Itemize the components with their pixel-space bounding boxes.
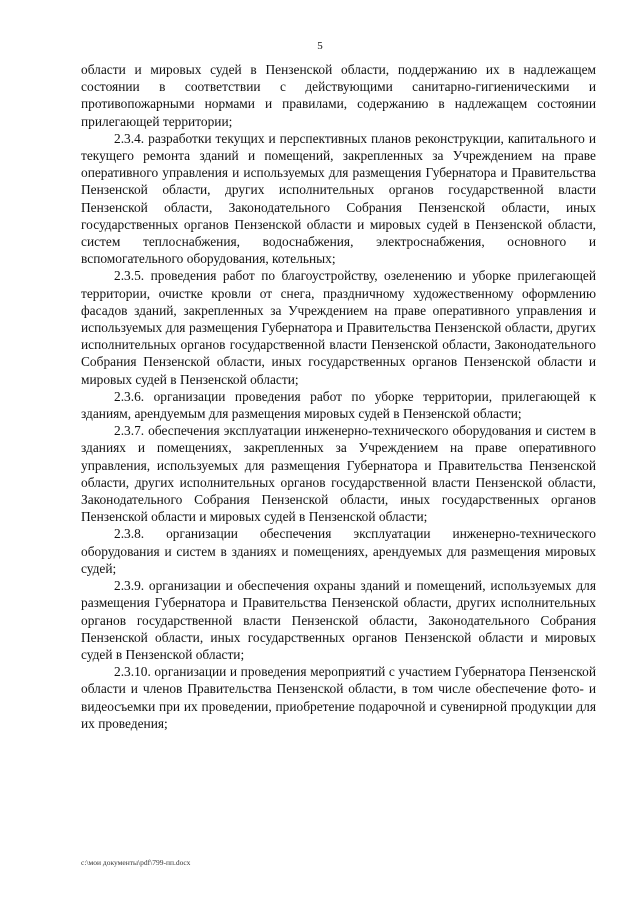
paragraph-continuation: области и мировых судей в Пензенской области, поддержанию их в надлежащем состоянии в соответствии с действующими санитарно-гигиеническими и противопожарными нормами и правилами, содержанию в надлежащем состоянии прилегающей территории; [81,62,596,129]
paragraph-2-3-8: 2.3.8. организации обеспечения эксплуатации инженерно-технического оборудования и систем в зданиях и помещениях, арендуемых для размещения мировых судей; [81,526,596,576]
paragraph-2-3-9: 2.3.9. организации и обеспечения охраны зданий и помещений, используемых для размещения Губернатора и Правительства Пензенской области, других исполнительных органов государственной власти Пензенской области, Законодательного Собрания Пензенской области, иных государственных органов Пензенской области и мировых судей в Пензенской области; [81,578,596,662]
paragraph-2-3-4: 2.3.4. разработки текущих и перспективных планов реконструкции, капитального и текущего ремонта зданий и помещений, закрепленных за Учреждением на праве оперативного управления и используемых для размещения Губернатора и Правительства Пензенской области, других исполнительных органов государственной власти Пензенской области, Законодательного Собрания Пензенской области, иных государственных органов Пензенской области и мировых судей в Пензенской области, систем теплоснабжения, водоснабжения, электроснабжения, основного и вспомогательного оборудования, котельных; [81,130,596,267]
footer-file-path: c:\мои документы\pdf\799-пп.docx [81,858,191,867]
paragraph-2-3-10: 2.3.10. организации и проведения мероприятий с участием Губернатора Пензенской области и членов Правительства Пензенской области, в том числе обеспечение фото- и видеосъемки при их проведении, приобретение подарочной и сувенирной продукции для их проведения; [81,664,596,731]
paragraph-2-3-5: 2.3.5. проведения работ по благоустройству, озеленению и уборке прилегающей территории, очистке кровли от снега, праздничному художественному оформлению фасадов зданий, закрепленных за Учреждением на праве оперативного управления и используемых для размещения Губернатора и Правительства Пензенской области, других исполнительных органов государственной власти Пензенской области, Законодательного Собрания Пензенской области, иных государственных органов Пензенской области и мировых судей в Пензенской области; [81,268,596,387]
paragraph-2-3-7: 2.3.7. обеспечения эксплуатации инженерно-технического оборудования и систем в зданиях и помещениях, закрепленных за Учреждением на праве оперативного управления, используемых для размещения Губернатора и Правительства Пензенской области, других исполнительных органов государственной власти Пензенской области, Законодательного Собрания Пензенской области, иных государственных органов Пензенской области и мировых судей в Пензенской области; [81,423,596,525]
paragraph-2-3-6: 2.3.6. организации проведения работ по уборке территории, прилегающей к зданиям, арендуемым для размещения мировых судей в Пензенской области; [81,388,596,422]
document-body [81,61,596,732]
page-number: 5 [317,40,323,52]
